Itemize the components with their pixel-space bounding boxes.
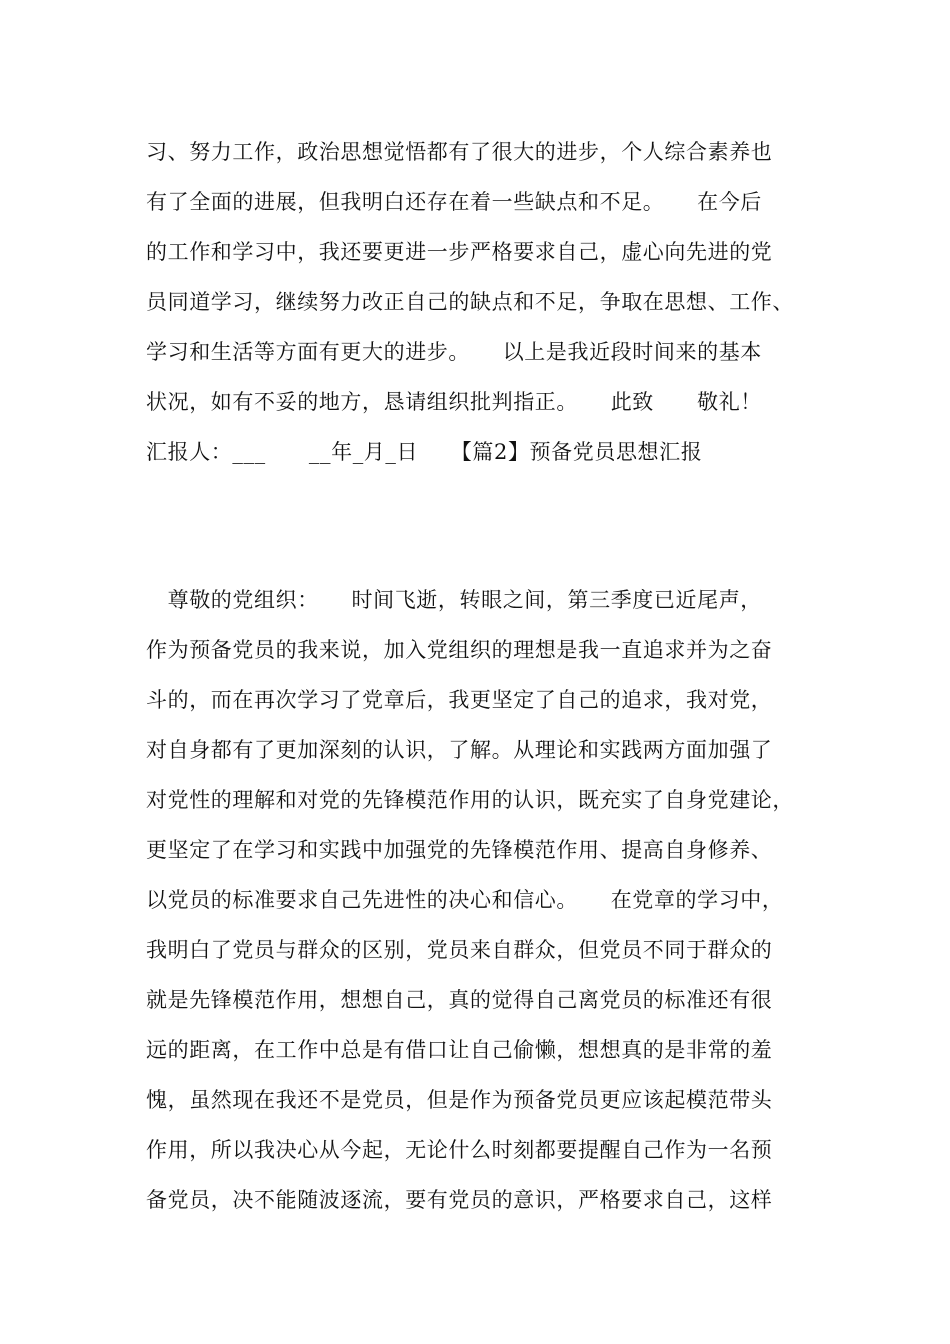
text-line: 有了全面的进展，但我明白还存在着一些缺点和不足。 在今后: [146, 190, 762, 214]
text-line: 以党员的标准要求自己先进性的决心和信心。 在党章的学习中，: [146, 888, 784, 912]
text-line: 就是先锋模范作用，想想自己，真的觉得自己离党员的标准还有很: [146, 988, 773, 1012]
salutation-line: 尊敬的党组织： 时间飞逝，转眼之间，第三季度已近尾声，: [146, 588, 762, 612]
text-line: 更坚定了在学习和实践中加强党的先锋模范作用、提高自身修养、: [146, 838, 773, 862]
text-line: 作用，所以我决心从今起，无论什么时刻都要提醒自己作为一名预: [146, 1138, 773, 1162]
text-line: 我明白了党员与群众的区别，党员来自群众，但党员不同于群众的: [146, 938, 773, 962]
text-line: 对自身都有了更加深刻的认识，了解。从理论和实践两方面加强了: [146, 738, 773, 762]
text-line: 习、努力工作，政治思想觉悟都有了很大的进步，个人综合素养也: [146, 140, 773, 164]
text-line: 斗的，而在再次学习了党章后，我更坚定了自己的追求，我对党，: [146, 688, 773, 712]
text-line: 备党员，决不能随波逐流，要有党员的意识，严格要求自己，这样: [146, 1188, 773, 1212]
text-line: 的工作和学习中，我还要更进一步严格要求自己，虚心向先进的党: [146, 240, 773, 264]
signature-line: 汇报人：___ __年_月_日 【篇2】预备党员思想汇报: [146, 440, 703, 464]
text-line: 远的距离，在工作中总是有借口让自己偷懒，想想真的是非常的羞: [146, 1038, 773, 1062]
text-line: 员同道学习，继续努力改正自己的缺点和不足，争取在思想、工作、: [146, 290, 794, 314]
report-section-2: [146, 575, 836, 1225]
text-line: 对党性的理解和对党的先锋模范作用的认识，既充实了自身党建论，: [146, 788, 794, 812]
text-line: 作为预备党员的我来说，加入党组织的理想是我一直追求并为之奋: [146, 638, 773, 662]
text-line: 学习和生活等方面有更大的进步。 以上是我近段时间来的基本: [146, 340, 762, 364]
text-line: 状况，如有不妥的地方，恳请组织批判指正。 此致 敬礼！: [146, 390, 762, 414]
text-line: 愧，虽然现在我还不是党员，但是作为预备党员更应该起模范带头: [146, 1088, 773, 1112]
report-section-1: [146, 127, 836, 477]
